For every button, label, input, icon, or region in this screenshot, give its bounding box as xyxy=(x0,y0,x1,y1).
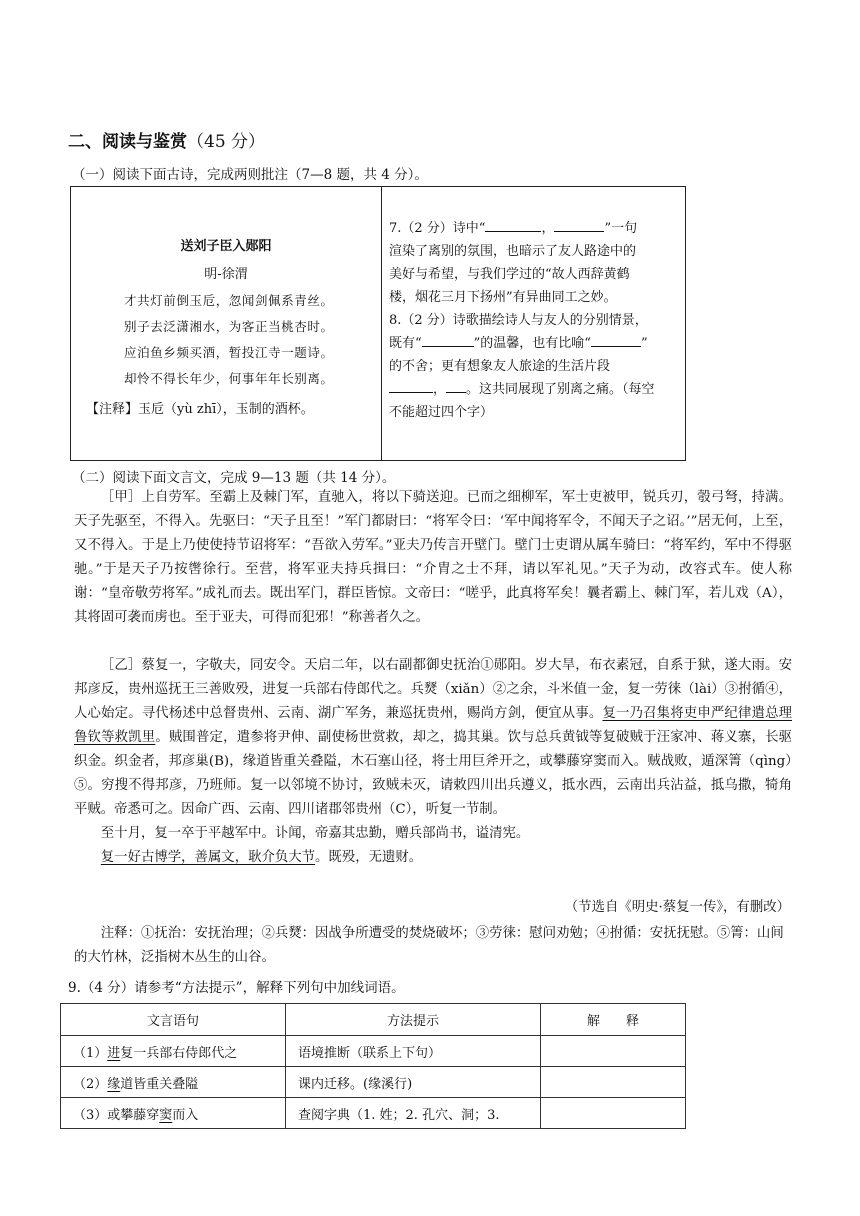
table-header: 方法提示 xyxy=(286,1004,541,1036)
q8-blank-3[interactable] xyxy=(389,378,433,393)
sentence-prefix: （3）或攀藤穿 xyxy=(73,1107,160,1123)
passage-yi-paragraph: 至十月，复一卒于平越军中。讣闻，帝嘉其忠勤，赠兵部尚书，谥清宪。 xyxy=(100,826,530,841)
answer-cell[interactable] xyxy=(541,1036,686,1067)
footnotes-text: 注释：①抚治：安抚治理；②兵燹：因战争所遭受的焚烧破坏；③劳徕：慰问劝勉；④拊循：安抚抚慰。⑤箐：山间的大竹林，泛指树木丛生的山谷。 xyxy=(74,926,784,965)
footnotes xyxy=(74,922,792,970)
q7-line: 美好与希望，与我们学过的“故人西辞黄鹤 xyxy=(389,267,630,282)
poem-cell xyxy=(71,187,381,460)
q7-text: ， xyxy=(541,221,555,236)
sentence-cell xyxy=(61,1067,286,1098)
target-word: 进 xyxy=(107,1045,121,1061)
sentence-suffix: 复一兵部右侍郎代之 xyxy=(120,1045,238,1061)
part1-instruction: （一）阅读下面古诗，完成两则批注（7—8 题，共 4 分）。 xyxy=(72,167,428,183)
table-row xyxy=(61,1067,686,1098)
passage-jia-text: ［甲］上自劳军。至霸上及棘门军，直驰入，将以下骑送迎。已而之细柳军，军士吏被甲，锐兵刃，彀弓弩，持满。天子先驱至，不得入。先驱曰：“天子且至！”军门都尉曰：“将军令曰：‘军中闻将军令，不闻天子之诏。’”居无何，上至，又不得入。于是上乃使使持节诏将军：“吾欲入劳军。”亚夫乃传言开壁门。壁门士吏谓从属车骑曰：“将军约，军中不得驱驰。”于是天子乃按辔徐行。至营，将军亚夫持兵揖曰：“介胄之士不拜，请以军礼见。”天子为动，改容式车。使人称谢：“皇帝敬劳将军。”成礼而去。既出军门，群臣皆惊。文帝曰：“嗟乎，此真将军矣！曩者霸上、棘门军，若儿戏（A），其将固可袭而虏也。至于亚夫，可得而犯邪！”称善者久之。 xyxy=(74,490,792,625)
poem-author: 明-徐渭 xyxy=(204,267,248,282)
q8-text: 。这共同展现了别离之痛。（每空 xyxy=(466,382,655,397)
table-header: 解 释 xyxy=(541,1004,686,1036)
poem-note: 【注释】玉卮（yù zhī），玉制的酒杯。 xyxy=(86,402,314,417)
target-word: 窦 xyxy=(159,1107,173,1123)
table-header-row xyxy=(61,1004,686,1036)
sentence-suffix: 道皆重关叠隘 xyxy=(120,1076,199,1092)
poem-table-divider xyxy=(381,187,382,460)
passage-yi xyxy=(74,654,792,870)
q8-text: ， xyxy=(433,382,447,397)
passage-yi-text: 。贼围普定，遣参将尹伸、副使杨世赏救，却之，捣其巢。饮与总兵黄钺等复破贼于汪家冲、蒋义寨，长驱织金。织金者，邦彦巢(B)，缘道皆重关叠隘，木石塞山径，将士用巨斧开之，或攀藤穿窦而入。贼战败，遁深箐（qìng）⑤。穷搜不得邦彦，乃班师。复一以邻境不协讨，致贼未灭，请敕四川出兵遵义，抵水西，云南出兵沾益，抵乌撒，犄角平贼。帝悉可之。因命广西、云南、四川诸郡邻贵州（C），听复一节制。 xyxy=(74,730,793,817)
hint-cell: 查阅字典（1. 姓；2. 孔穴、洞；3. xyxy=(286,1098,541,1129)
poem-line: 才共灯前倒玉卮，忽闻剑佩系青丝。 xyxy=(124,293,334,308)
underlined-sentence: 复一好古博学，善属文，耿介负大节 xyxy=(100,850,316,865)
passage-yi-text: 。既殁，无遗财。 xyxy=(315,850,423,865)
underlined-sentence: 复一乃召集将吏申严纪律遣总理鲁钦等救凯里 xyxy=(74,706,793,745)
q8-blank-4[interactable] xyxy=(446,378,466,393)
passage-yi-text: ［乙］蔡复一，字敬夫，同安令。天启二年，以右副都御史抚治①郧阳。岁大旱，布衣素冠，自系于狱，遂大雨。安邦彦反，贵州巡抚王三善败殁，进复一兵部右侍郎代之。兵燹（xiǎn）②之余，斗米值一金，复一劳徕（lài）③拊循④，人心始定。寻代杨述中总督贵州、云南、湖广军务，兼巡抚贵州，赐尚方剑，便宜从事。 xyxy=(74,658,792,721)
q7-blank-1[interactable] xyxy=(485,217,541,232)
passage-yi-paragraph xyxy=(74,654,792,822)
question-9-prompt: 9.（4 分）请参考“方法提示”，解释下列句中加线词语。 xyxy=(68,980,405,996)
section-title-text: 二、阅读与鉴赏 xyxy=(68,132,187,152)
hint-cell: 语境推断（联系上下句） xyxy=(286,1036,541,1067)
q7-blank-2[interactable] xyxy=(554,217,604,232)
question-7 xyxy=(389,217,679,240)
question-8: 8.（2 分）诗歌描绘诗人与友人的分别情景， xyxy=(389,313,648,328)
target-word: 缘 xyxy=(107,1076,121,1092)
table-header: 文言语句 xyxy=(61,1004,286,1036)
passage-jia xyxy=(74,486,792,630)
passage-yi-paragraph xyxy=(74,846,792,870)
table-row xyxy=(61,1036,686,1067)
poem-table xyxy=(70,186,686,461)
poem-line: 别子去泛潇湘水，为客正当桃杏时。 xyxy=(124,319,334,334)
q8-text: ” xyxy=(640,336,648,351)
annotation-cell xyxy=(389,217,679,424)
question-9-table xyxy=(60,1003,686,1129)
q8-text: ”的温馨，也有比喻“ xyxy=(473,336,591,351)
sentence-cell xyxy=(61,1036,286,1067)
q8-blank-1[interactable] xyxy=(422,332,474,347)
sentence-prefix: （1） xyxy=(73,1045,108,1061)
section-title xyxy=(68,127,265,152)
hint-cell: 课内迁移。(缘溪行) xyxy=(286,1067,541,1098)
answer-cell[interactable] xyxy=(541,1067,686,1098)
q7-line: 渲染了离别的氛围，也暗示了友人路途中的 xyxy=(389,244,637,259)
answer-cell[interactable] xyxy=(541,1098,686,1129)
sentence-cell xyxy=(61,1098,286,1129)
sentence-prefix: （2） xyxy=(73,1076,108,1092)
q7-text: 7.（2 分）诗中“ xyxy=(389,221,486,236)
section-points: （45 分） xyxy=(187,132,266,152)
poem-title: 送刘子臣入郧阳 xyxy=(180,239,272,254)
q7-text: ”一句 xyxy=(604,221,638,236)
poem-line: 应泊鱼乡频买酒，暂投江寺一题诗。 xyxy=(124,345,334,360)
q8-text: 既有“ xyxy=(389,336,422,351)
q8-line xyxy=(389,378,679,401)
source-citation: （节选自《明史·蔡复一传》，有删改） xyxy=(564,900,790,915)
table-row xyxy=(61,1098,686,1129)
sentence-suffix: 而入 xyxy=(172,1107,199,1123)
part2-instruction: （二）阅读下面文言文，完成 9—13 题（共 14 分）。 xyxy=(72,470,396,486)
q8-line: 不能超过四个字） xyxy=(389,405,494,420)
poem-line: 却怜不得长年少，何事年年长别离。 xyxy=(124,371,334,386)
q8-line xyxy=(389,332,679,355)
q8-line: 的不舍；更有想象友人旅途的生活片段 xyxy=(389,359,611,374)
q7-line: 楼，烟花三月下扬州”有异曲同工之妙。 xyxy=(389,290,617,305)
q8-blank-2[interactable] xyxy=(591,332,641,347)
